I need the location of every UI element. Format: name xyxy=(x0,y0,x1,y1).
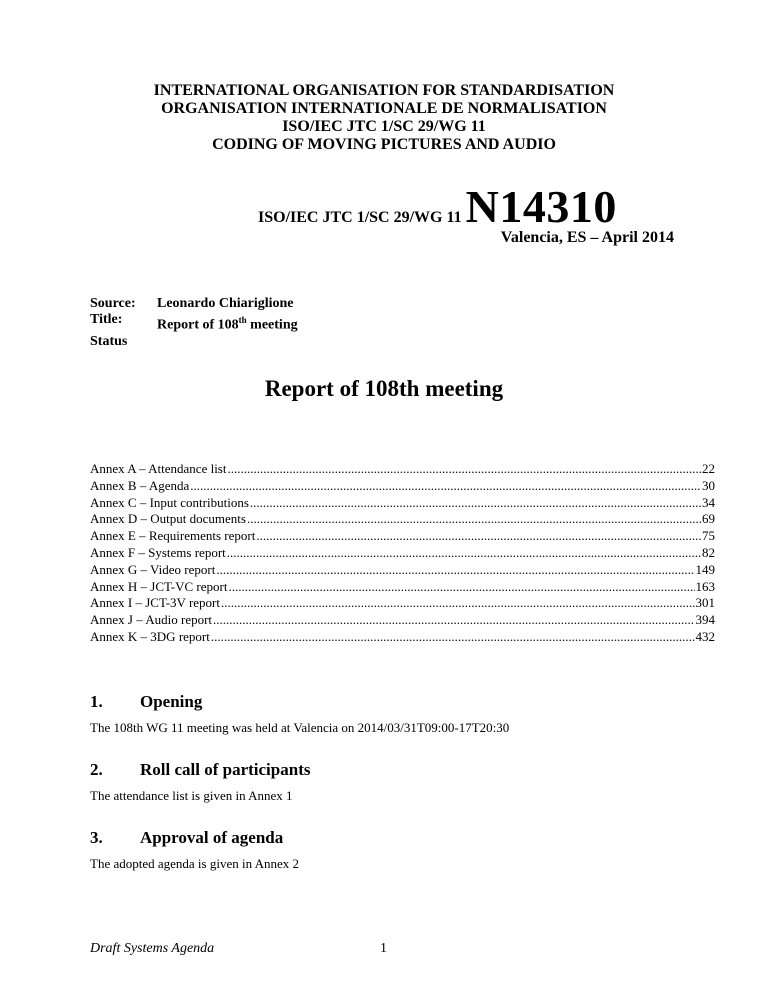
page-number: 1 xyxy=(380,941,387,956)
meta-title-label: Title: xyxy=(90,312,123,327)
header-line: ORGANISATION INTERNATIONALE DE NORMALISATION xyxy=(161,100,607,117)
header-line: INTERNATIONAL ORGANISATION FOR STANDARDISATION xyxy=(153,82,615,99)
toc-leader xyxy=(247,511,701,528)
toc-entry-page: 22 xyxy=(702,461,715,476)
toc-entry[interactable] xyxy=(90,461,715,478)
document-number-line xyxy=(258,180,617,233)
toc-leader xyxy=(256,528,701,545)
meta-source-value: Leonardo Chiariglione xyxy=(157,296,294,311)
section-heading xyxy=(90,692,730,712)
toc-leader xyxy=(190,478,701,495)
meta-status-label: Status xyxy=(90,333,128,349)
toc-entry-page: 394 xyxy=(695,612,715,628)
toc-entry[interactable] xyxy=(90,629,715,646)
toc-entry[interactable] xyxy=(90,528,715,545)
toc-leader xyxy=(213,612,694,629)
toc-entry-page: 34 xyxy=(702,494,715,510)
meta-title-sup: th xyxy=(238,315,247,325)
toc-leader xyxy=(227,545,701,562)
organisation-header xyxy=(0,82,768,154)
section-roll-call xyxy=(90,760,730,804)
section-body: The adopted agenda is given in Annex 2 xyxy=(90,856,300,871)
toc-entry-page: 30 xyxy=(702,477,715,493)
toc-entry-label: Annex G – Video report xyxy=(90,561,216,577)
toc-entry[interactable] xyxy=(90,545,715,562)
toc-leader xyxy=(228,579,694,596)
page-title: Report of 108th meeting xyxy=(264,376,504,401)
document-number: N14310 xyxy=(465,181,617,232)
header-line: CODING OF MOVING PICTURES AND AUDIO xyxy=(212,136,556,153)
toc-entry[interactable] xyxy=(90,595,715,612)
footer-label: Draft Systems Agenda xyxy=(90,941,215,956)
toc-leader xyxy=(221,595,695,612)
toc-entry-label: Annex F – Systems report xyxy=(90,544,226,560)
toc-leader xyxy=(211,629,695,646)
toc-entry-label: Annex J – Audio report xyxy=(90,612,213,628)
toc-entry-label: Annex H – JCT-VC report xyxy=(90,578,228,594)
toc-entry-page: 301 xyxy=(695,595,715,611)
section-number: 2. xyxy=(90,760,103,779)
toc-entry[interactable] xyxy=(90,612,715,629)
toc-leader xyxy=(250,495,701,512)
toc-entry-label: Annex I – JCT-3V report xyxy=(90,595,220,611)
toc-entry-page: 432 xyxy=(695,628,715,644)
toc-entry-label: Annex E – Requirements report xyxy=(90,528,256,544)
header-line: ISO/IEC JTC 1/SC 29/WG 11 xyxy=(282,118,486,135)
section-agenda xyxy=(90,828,730,872)
toc-entry-label: Annex B – Agenda xyxy=(90,477,190,493)
metadata-block xyxy=(90,296,298,350)
toc-entry-page: 163 xyxy=(695,578,715,594)
meta-title-post: meeting xyxy=(246,317,298,333)
meta-source-row xyxy=(90,296,298,312)
section-body: The attendance list is given in Annex 1 xyxy=(90,788,293,803)
toc-entry-label: Annex K – 3DG report xyxy=(90,628,210,644)
section-opening xyxy=(90,692,730,736)
section-heading xyxy=(90,828,730,848)
meta-status-row xyxy=(90,334,298,350)
toc-entry-page: 149 xyxy=(695,561,715,577)
toc-leader xyxy=(216,562,694,579)
place-date: Valencia, ES – April 2014 xyxy=(500,229,674,246)
toc-entry[interactable] xyxy=(90,562,715,579)
toc-entry-page: 69 xyxy=(702,511,715,527)
section-number: 1. xyxy=(90,692,103,711)
toc-entry[interactable] xyxy=(90,511,715,528)
section-title: Roll call of participants xyxy=(140,760,311,779)
toc-entry-page: 75 xyxy=(702,528,715,544)
section-body: The 108th WG 11 meeting was held at Valencia on 2014/03/31T09:00-17T20:30 xyxy=(90,720,510,735)
toc-leader xyxy=(227,461,701,478)
toc-entry[interactable] xyxy=(90,579,715,596)
section-number: 3. xyxy=(90,828,103,847)
toc-entry-label: Annex D – Output documents xyxy=(90,511,246,527)
meta-title-pre: Report of 108 xyxy=(157,317,239,333)
section-title: Opening xyxy=(140,692,203,711)
toc-entry[interactable] xyxy=(90,478,715,495)
meta-source-label: Source: xyxy=(90,296,136,311)
toc-entry-label: Annex A – Attendance list xyxy=(90,461,227,476)
toc-entry[interactable] xyxy=(90,495,715,512)
toc-entry-page: 82 xyxy=(702,544,715,560)
table-of-contents xyxy=(90,461,715,646)
document-committee: ISO/IEC JTC 1/SC 29/WG 11 xyxy=(258,209,462,226)
meta-title-row xyxy=(90,312,298,334)
meta-title-value xyxy=(157,312,298,334)
section-heading xyxy=(90,760,730,780)
section-title: Approval of agenda xyxy=(140,828,284,847)
toc-entry-label: Annex C – Input contributions xyxy=(90,494,249,510)
